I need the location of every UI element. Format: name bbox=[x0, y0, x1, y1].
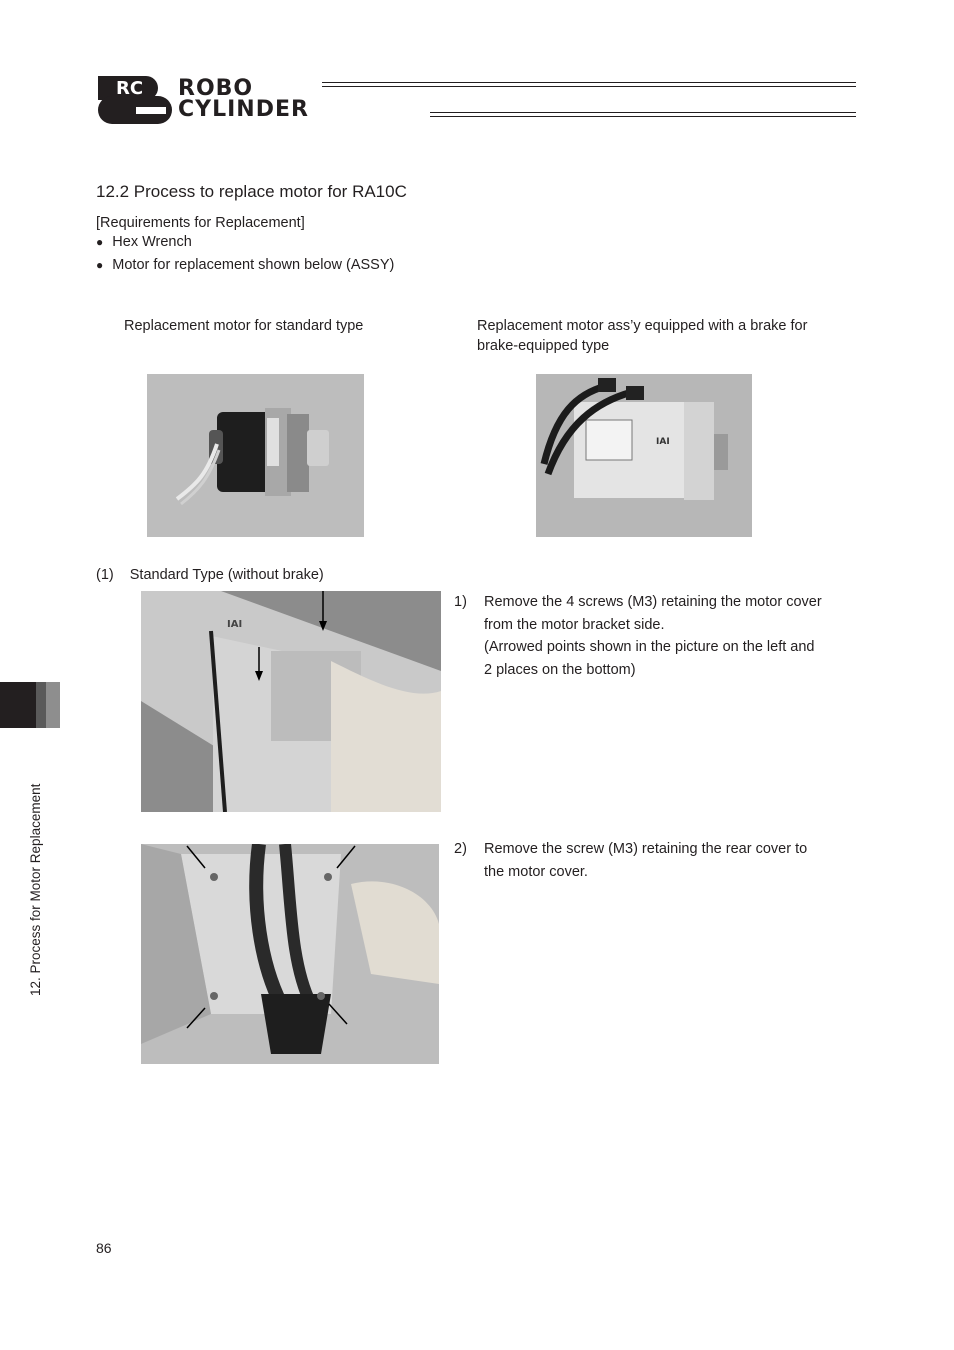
bullet: ● bbox=[96, 235, 104, 249]
requirements-heading: [Requirements for Replacement] bbox=[96, 215, 305, 231]
bullet: ● bbox=[96, 258, 104, 272]
step-line: from the motor bracket side. bbox=[484, 616, 665, 633]
step-line: the motor cover. bbox=[484, 863, 588, 880]
header-rule-bottom-2 bbox=[430, 116, 856, 117]
chapter-tab-light bbox=[46, 682, 60, 728]
step-line: Remove the 4 screws (M3) retaining the motor cover bbox=[484, 594, 822, 610]
chapter-tab bbox=[0, 682, 36, 728]
step-number: 2) bbox=[454, 841, 467, 857]
step-2 bbox=[454, 838, 874, 883]
procedure-title: Standard Type (without brake) bbox=[129, 567, 324, 583]
logo-letter-r: RC bbox=[116, 78, 144, 99]
iai-mark: IAI bbox=[227, 619, 243, 630]
brake-motor-caption-line: Replacement motor ass’y equipped with a brake for bbox=[477, 318, 808, 334]
step-number: 1) bbox=[454, 594, 467, 610]
header-rule-top bbox=[322, 82, 856, 83]
procedure-number: (1) bbox=[96, 567, 114, 583]
brake-motor-photo bbox=[536, 374, 752, 537]
chapter-tab-shade bbox=[36, 682, 46, 728]
brake-motor-caption bbox=[477, 316, 877, 356]
step-1-photo bbox=[141, 591, 441, 812]
header-rule-top-2 bbox=[322, 86, 856, 87]
logo-line-2: CYLINDER bbox=[178, 97, 309, 122]
requirement-text: Motor for replacement shown below (ASSY) bbox=[112, 257, 395, 273]
standard-motor-caption: Replacement motor for standard type bbox=[124, 318, 364, 334]
logo-wordmark bbox=[178, 78, 309, 120]
step-line: Remove the screw (M3) retaining the rear cover to bbox=[484, 841, 808, 857]
page-number: 86 bbox=[96, 1240, 112, 1256]
section-title: 12.2 Process to replace motor for RA10C bbox=[96, 182, 407, 201]
requirement-text: Hex Wrench bbox=[112, 234, 192, 250]
step-line: 2 places on the bottom) bbox=[484, 661, 636, 678]
procedure-label bbox=[96, 565, 324, 585]
step-1 bbox=[454, 591, 874, 681]
robo-cylinder-logo bbox=[96, 74, 172, 126]
logo-line-1: ROBO bbox=[178, 76, 254, 101]
header-rule-bottom bbox=[430, 112, 856, 113]
requirement-item bbox=[96, 255, 394, 275]
step-line: (Arrowed points shown in the picture on the left and bbox=[484, 639, 815, 656]
chapter-label: 12. Process for Motor Replacement bbox=[28, 783, 43, 996]
standard-motor-photo bbox=[147, 374, 364, 537]
requirement-item bbox=[96, 232, 192, 252]
step-2-photo bbox=[141, 844, 439, 1064]
iai-mark: IAI bbox=[656, 437, 670, 447]
brake-motor-caption-line: brake-equipped type bbox=[477, 338, 610, 354]
